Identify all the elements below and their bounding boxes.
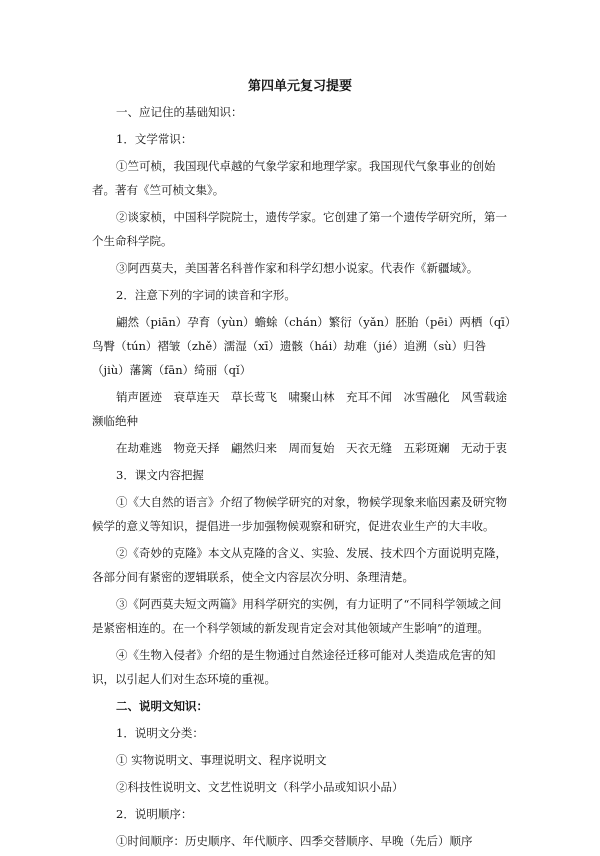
content-item: ④《生物入侵者》介绍的是生物通过自然途径迁移可能对人类造成危害的知识，以引起人们对生态环境的重视。 [92,648,496,686]
classification-item: ① 实物说明文、事理说明文、程序说明文 [116,753,327,767]
idiom-list: 在劫难逃 物竞天择 翩然归来 周而复始 天衣无缝 五彩斑斓 无动于衷 [116,441,507,455]
content-item: ③《阿西莫夫短文两篇》用科学研究的实例，有力证明了“不同科学领域之间是紧密相连的。在一个科学领域的新发现肯定会对其他领域产生影响”的道理。 [92,597,502,635]
section-heading-expository: 二、说明文知识： [116,699,208,713]
content-item: ②《奇妙的克隆》本文从克隆的含义、实验、发展、技术四个方面说明克隆，各部分间有紧密的逻辑联系，使全文内容层次分明、条理清楚。 [92,546,507,584]
literature-item: ②谈家桢，中国科学院院士，遗传学家。它创建了第一个遗传学研究所，第一个生命科学院。 [92,210,507,248]
order-item: ①时间顺序：历史顺序、年代顺序、四季交替顺序、早晚（先后）顺序 [116,834,473,848]
subheading-order: 2．说明顺序： [116,807,193,821]
section-heading-basics: 一、应记住的基础知识： [116,105,243,119]
pronunciation-list: 翩然（piān）孕育（yùn）蟾蜍（chán）繁衍（yǎn）胚胎（pēi）两栖（qī）鸟臀（tún）褶皱（zhě）濡湿（xī）遗骸（hái）劫难（jié）追溯（sù）归咎（jiù）藩篱（fān）绮丽（qǐ） [92,315,511,377]
literature-item: ③阿西莫夫，美国著名科普作家和科学幻想小说家。代表作《新疆域》。 [116,261,479,275]
literature-item: ①竺可桢，我国现代卓越的气象学家和地理学家。我国现代气象事业的创始者。著有《竺可桢文集》。 [92,159,496,197]
subheading-classification: 1．说明文分类： [116,726,204,740]
page-title: 第四单元复习提要 [247,79,352,94]
content-item: ①《大自然的语言》介绍了物候学研究的对象，物候学现象来临因素及研究物候学的意义等知识，提倡进一步加强物候观察和研究，促进农业生产的大丰收。 [92,495,507,533]
subheading-content: 3．课文内容把握 [116,468,204,482]
subheading-literature: 1．文学常识： [116,132,193,146]
idiom-list: 销声匿迹 衰草连天 草长莺飞 啸聚山林 充耳不闻 冰雪融化 风雪载途 濒临绝种 [92,390,519,428]
classification-item: ②科技性说明文、文艺性说明文（科学小品或知识小品） [116,780,404,794]
document-body [92,100,519,856]
subheading-pronunciation: 2．注意下列的字词的读音和字形。 [116,288,296,302]
